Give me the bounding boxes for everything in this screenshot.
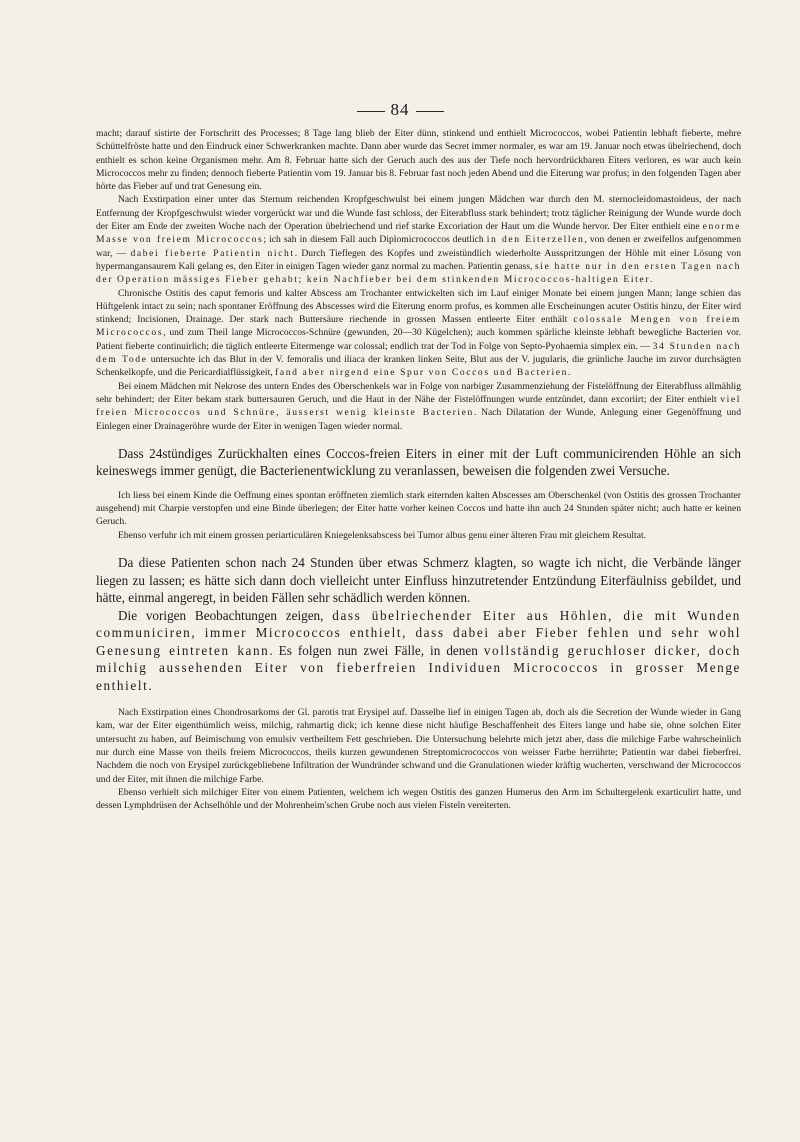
paragraph-11: Ebenso verhielt sich milchiger Eiter von einem Patienten, welchem ich wegen Ostitis des ganzen Humerus den Arm im Schultergelenk exarticulirt hatte, und dessen Lymphdrüsen der Achselhöhle und der Mohrenheim'schen Grube noch aus vielen Fisteln vereiterten. [96, 786, 741, 812]
paragraph-6: Ich liess bei einem Kinde die Oeffnung eines spontan eröffneten ziemlich stark eiternden kalten Abscesses am Oberschenkel (von Ostitis des grossen Trochanter ausgehend) mit Charpie verstopfen und eine Binde überlegen; der Eiter hatte vorher keinen Coccos und hatte ihn auch 24 Stunden später nicht; auch hatte er keinen Geruch. [96, 489, 741, 528]
right-rule [416, 111, 444, 112]
left-rule [357, 111, 385, 112]
body-text [96, 127, 741, 812]
paragraph-8: Da diese Patienten schon nach 24 Stunden über etwas Schmerz klagten, so wagte ich nicht, die Verbände länger liegen zu lassen; es hätte sich dann doch vielleicht unter Einfluss hinzutretender Entzündung Eiterfäulniss gebildet, und hätte, einmal angeregt, in beiden Fällen sehr schädlich werden können. [96, 555, 741, 606]
paragraph-2: Nach Exstirpation einer unter das Sternum reichenden Kropfgeschwulst bei einem jungen Mädchen war durch den M. sternocleidomastoideus, der nach Entfernung der Kropfgeschwulst wieder vorgerückt war und die Wunde fast schloss, der Eiterabfluss stark behindert; trotz täglicher Reinigung der Wunde wurde doch der Eiter am Ende der zweiten Woche nach der Operation übelriechend und rief starke Excoriation der Haut um die Wunde hervor. Der Eiter enthielt eine enorme Masse von freiem Micrococcos; ich sah in diesem Fall auch Diplomicrococcos deutlich in den Eiterzellen, von denen er zweifellos aufgenommen war, — dabei fieberte Patientin nicht. Durch Tieflegen des Kopfes und zweistündlich wiederholte Ausspritzungen der Höhle mit einer Lösung von hypermangansaurem Kali gelang es, den Eiter in einigen Tagen wieder ganz normal zu machen. Patientin genass, sie hatte nur in den ersten Tagen nach der Operation mässiges Fieber gehabt; kein Nachfieber bei dem stinkenden Micrococcos-haltigen Eiter. [96, 194, 742, 286]
paragraph-5: Dass 24stündiges Zurückhalten eines Coccos-freien Eiters in einer mit der Luft communicirenden Höhle an sich keineswegs immer genügt, die Bacterienentwicklung zu veranlassen, beweisen die folgenden zwei Versuche. [96, 445, 741, 479]
paragraph-9: Die vorigen Beobachtungen zeigen, dass übelriechender Eiter aus Höhlen, die mit Wunden communiciren, immer Micrococcos enthielt, dass dabei aber Fieber fehlen und sehr wohl Genesung eintreten kann. Es folgen nun zwei Fälle, in denen vollständig geruchloser dicker, doch milchig aussehenden Eiter von fieberfreien Individuen Micrococcos in grosser Menge enthielt. [96, 607, 742, 693]
page-number: 84 [0, 100, 800, 120]
paragraph-10: Nach Exstirpation eines Chondrosarkoms der Gl. parotis trat Erysipel auf. Dasselbe lief in einigen Tagen ab, doch als die Secretion der Wunde wieder in Gang kam, war der Eiter eigenthümlich weiss, milchig, rahmartig dick; ich kenne diese nicht häufige Beschaffenheit des Eiters lange und habe sie, ohne solchen Eiter untersucht zu haben, auf Beimischung von emulsiv vertheiltem Fett geschrieben. Die Untersuchung belehrte mich jetzt aber, dass die milchige Farbe wahrscheinlich nur durch eine Masse von theils freiem Micrococcos, theils kurzen gewundenen Streptomicrococcos von weisser Farbe herrührte; Patientin war dabei fieberfrei. Nachdem die noch von Erysipel zurückgebliebene Infiltration der Wundränder schwand und die Granulationen wieder kräftig wucherten, verschwand der Micrococcos und der Eiter, mit ihnen die milchige Farbe. [96, 707, 741, 785]
paragraph-3: Chronische Ostitis des caput femoris und kalter Abscess am Trochanter entwickelten sich im Lauf einiger Monate bei einem jungen Mann; lange schien das Hüftgelenk intact zu sein; nach spontaner Eröffnung des Abscesses wird die Eiterung enorm profus, es kommen alle Erscheinungen acuter Ostitis hinzu, der Eiter wird stinkend; Incisionen, Drainage. Der stark nach Buttersäure riechende in grossen Massen entleerte Eiter enthält colossale Mengen von freiem Micrococcos, und zum Theil lange Micrococcos-Schnüre (gewunden, 20—30 Kügelchen); auch kommen spärliche kleinste lebhaft bewegliche Bacterien vor. Patient fieberte continuirlich; die täglich entleerte Eitermenge war colossal; endlich trat der Tod in Folge von Septo-Pyohaemia simplex ein. — 34 Stunden nach dem Tode untersuchte ich das Blut in der V. femoralis und iliaca der kranken linken Seite, Blut aus der V. jugularis, die grünliche Jauche im zuvor durchsägten Schenkelkopfe, und die Pericardialflüssigkeit, fand aber nirgend eine Spur von Coccos und Bacterien. [96, 287, 742, 379]
paragraph-7: Ebenso verfuhr ich mit einem grossen periarticulären Kniegelenksabscess bei Tumor albus genu einer älteren Frau mit gleichem Resultat. [118, 529, 647, 541]
paragraph-4: Bei einem Mädchen mit Nekrose des untern Endes des Oberschenkels war in Folge von narbiger Zusammenziehung der Fistelöffnung der Eiterabfluss allmählig sehr behindert; der Eiter bekam stark buttersauren Geruch, und die Haut in der Nähe der Fistelöffnungen wurde entzündet, dann excoriirt; der Eiter enthielt viel freien Micrococcos und Schnüre, äusserst wenig kleinste Bacterien. Nach Dilatation der Wunde, Anlegung einer Gegenöffnung und Einlegen einer Drainageröhre wurde der Eiter in wenigen Tagen wieder normal. [96, 380, 741, 432]
paragraph-1: macht; darauf sistirte der Fortschritt des Processes; 8 Tage lang blieb der Eiter dünn, stinkend und enthielt Micrococcos, wobei Patientin lebhaft fieberte, mehre Schüttelfröste hatte und den Eindruck einer Schwerkranken machte. Dann aber wurde das Secret immer normaler, es war am 19. Januar noch etwas übelriechend, doch enthielt es schon keine Organismen mehr. Am 8. Februar hatte sich der Geruch auch des aus der Tiefe noch hervordrückbaren Eiters verloren, es war auch kein Micrococcos mehr zu finden; dennoch fieberte Patientin vom 19. Januar bis 8. Februar fast noch jeden Abend und die Eiterung war profus; in den folgenden Tagen aber hörte das Fieber auf und trat Genesung ein. [96, 128, 741, 193]
